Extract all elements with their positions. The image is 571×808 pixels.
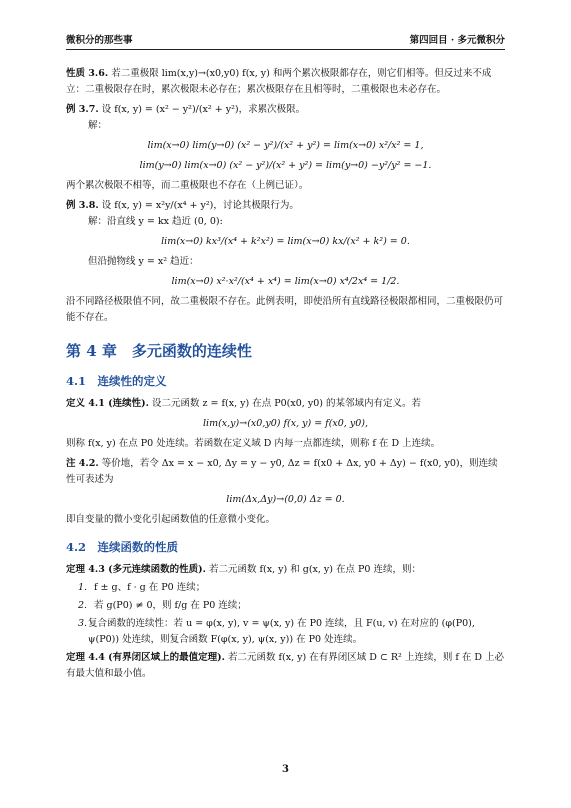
chapter-title: 第 4 章 多元函数的连续性 xyxy=(66,342,252,360)
definition-text: 设二元函数 z = f(x, y) 在点 P0(x0, y0) 的某邻域内有定义。若 xyxy=(151,398,421,409)
list-item xyxy=(78,580,505,596)
example-text: 设 f(x, y) = x²y/(x⁴ + y²)，讨论其极限行为。 xyxy=(101,200,299,211)
note-4-2 xyxy=(66,456,505,488)
page-number: 3 xyxy=(282,764,289,775)
example-label: 例 3.7. xyxy=(66,104,99,115)
equation-delta-z: lim(Δx,Δy)→(0,0) Δz = 0. xyxy=(226,494,345,505)
item-number: 1. xyxy=(78,582,88,593)
theorem-4-3 xyxy=(66,562,505,578)
theorem-4-4 xyxy=(66,650,505,682)
theorem-items xyxy=(78,580,505,648)
definition-label: 定义 4.1 (连续性). xyxy=(66,398,149,409)
note-text: 等价地，若令 Δx = x − x0, Δy = y − y0, Δz = f(x0 + Δx, y0 + Δy) − f(x0, y0)，则连续性可表述为 xyxy=(66,458,498,485)
equation-line-limit: lim(x→0) kx³/(x⁴ + k²x²) = lim(x→0) kx/(x² + k²) = 0. xyxy=(161,236,410,247)
header-book-title: 微积分的那些事 xyxy=(66,35,133,46)
example-3-7 xyxy=(66,102,505,118)
page-header xyxy=(66,32,505,50)
property-text: 若二重极限 lim(x,y)→(x0,y0) f(x, y) 和两个累次极限都存在，则它们相等。但反过来不成立：二重极限存在时，累次极限未必存在；累次极限存在且相等时，二重极限也未必存在。 xyxy=(66,68,492,95)
list-item xyxy=(78,598,505,614)
theorem-label: 定理 4.3 (多元连续函数的性质). xyxy=(66,564,206,575)
theorem-label: 定理 4.4 (有界闭区域上的最值定理). xyxy=(66,652,225,663)
example-label: 例 3.8. xyxy=(66,200,99,211)
theorem-text: 若二元函数 f(x, y) 和 g(x, y) 在点 P0 连续，则： xyxy=(208,564,421,575)
equation-continuity: lim(x,y)→(x0,y0) f(x, y) = f(x0, y0), xyxy=(203,418,368,429)
section-4-2-title: 4.2 连续函数的性质 xyxy=(66,540,179,554)
item-number: 3. xyxy=(78,618,88,629)
solution-label: 解： xyxy=(88,120,108,131)
page-content xyxy=(66,66,505,682)
item-number: 2. xyxy=(78,600,88,611)
item-text: f ± g、f · g 在 P0 连续； xyxy=(94,582,206,593)
item-text: 复合函数的连续性：若 u = φ(x, y), v = ψ(x, y) 在 P0 连续，且 F(u, v) 在对应的 (φ(P0), ψ(P0)) 处连续，则复合函数 F(φ(x, y), ψ(x, y)) 在 P0 处连续。 xyxy=(88,618,475,645)
definition-conclusion: 则称 f(x, y) 在点 P0 处连续。若函数在定义域 D 内每一点都连续，则称 f 在 D 上连续。 xyxy=(66,438,441,449)
definition-4-1 xyxy=(66,396,505,412)
equation-parabola-limit: lim(x→0) x²·x²/(x⁴ + x⁴) = lim(x→0) x⁴/2x⁴ = 1/2. xyxy=(171,276,400,287)
example-text: 设 f(x, y) = (x² − y²)/(x² + y²)，求累次极限。 xyxy=(101,104,306,115)
solution-line-path: 解：沿直线 y = kx 趋近 (0, 0): xyxy=(88,216,223,227)
parabola-path-text: 但沿抛物线 y = x² 趋近： xyxy=(88,256,199,267)
conclusion-text: 沿不同路径极限值不同，故二重极限不存在。此例表明，即使沿所有直线路径极限都相同，二重极限仍可能不存在。 xyxy=(66,296,504,323)
equation-iterated-1: lim(x→0) lim(y→0) (x² − y²)/(x² + y²) = lim(x→0) x²/x² = 1, xyxy=(147,140,424,151)
equation-iterated-2: lim(y→0) lim(x→0) (x² − y²)/(x² + y²) = lim(y→0) −y²/y² = −1. xyxy=(139,160,432,171)
property-label: 性质 3.6. xyxy=(66,68,109,79)
note-conclusion: 即自变量的微小变化引起函数值的任意微小变化。 xyxy=(66,514,276,525)
note-label: 注 4.2. xyxy=(66,458,99,469)
example-note: 两个累次极限不相等，而二重极限也不存在（上例已证）。 xyxy=(66,180,309,191)
example-3-8 xyxy=(66,198,505,214)
property-3-6 xyxy=(66,66,505,98)
section-4-1-title: 4.1 连续性的定义 xyxy=(66,374,167,388)
theorem-text: 若二元函数 f(x, y) 在有界闭区域 D ⊂ R² 上连续，则 f 在 D 上必有最大值和最小值。 xyxy=(66,652,505,679)
item-text: 若 g(P0) ≠ 0，则 f/g 在 P0 连续； xyxy=(94,600,247,611)
list-item xyxy=(78,616,505,648)
header-chapter-title: 第四回目 · 多元微积分 xyxy=(409,35,505,46)
